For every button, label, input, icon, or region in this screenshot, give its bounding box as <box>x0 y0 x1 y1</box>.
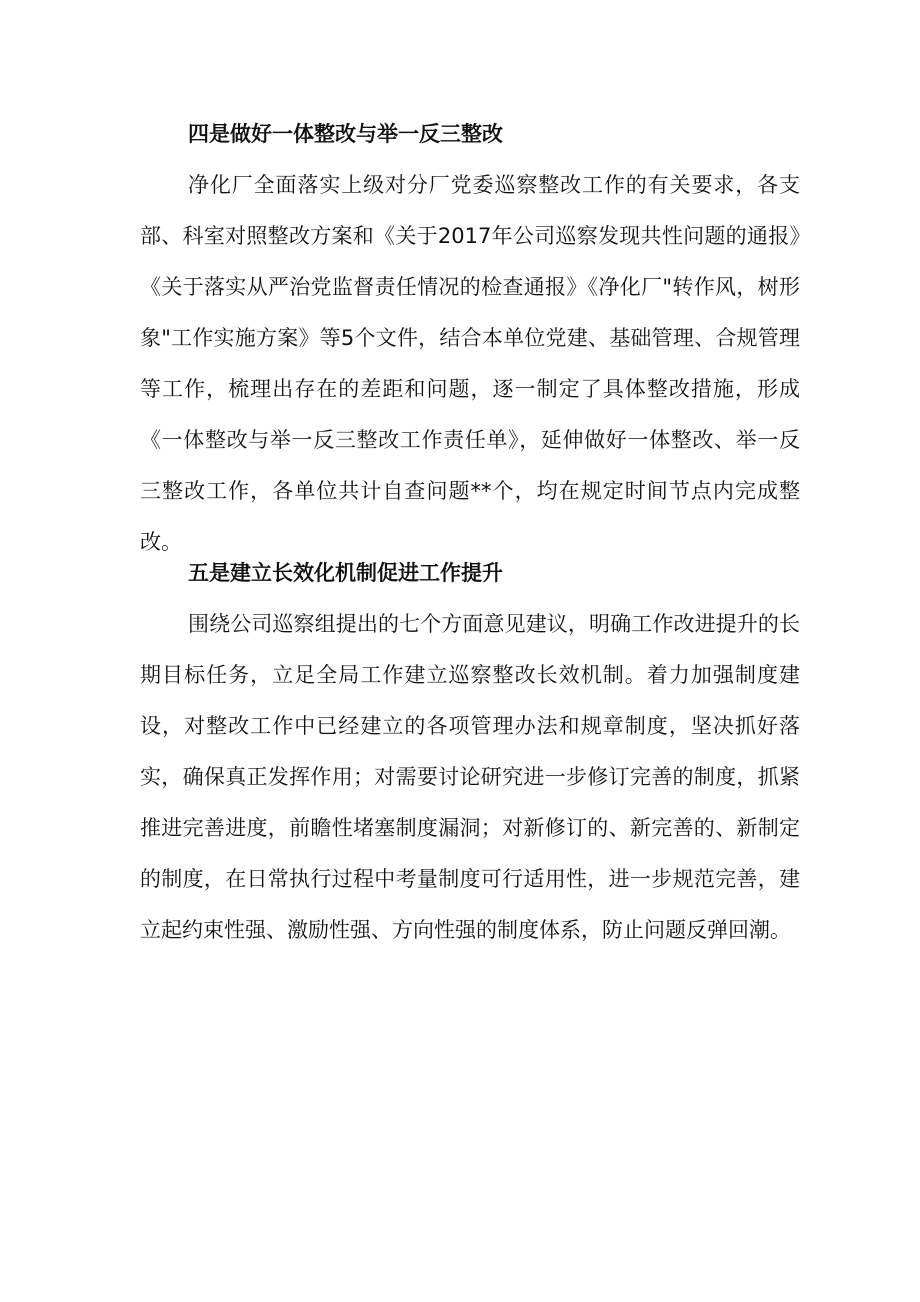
section-heading: 五是建立长效化机制促进工作提升 <box>188 561 503 585</box>
section-paragraph: 围绕公司巡察组提出的七个方面意见建议，明确工作改进提升的长期目标任务，立足全局工作建立巡察整改长效机制。着力加强制度建设，对整改工作中已经建立的各项管理办法和规章制度，坚决抓好落实，确保真正发挥作用；对需要讨论研究进一步修订完善的制度，抓紧推进完善进度，前瞻性堵塞制度漏洞；对新修订的、新完善的、新制定的制度，在日常执行过程中考量制度可行适用性，进一步规范完善，建立起约束性强、激励性强、方向性强的制度体系，防止问题反弹回潮。 <box>140 612 800 942</box>
section-paragraph: 净化厂全面落实上级对分厂党委巡察整改工作的有关要求，各支部、科室对照整改方案和《关于2017年公司巡察发现共性问题的通报》《关于落实从严治党监督责任情况的检查通报》《净化厂"转作风，树形象"工作实施方案》等5个文件，结合本单位党建、基础管理、合规管理等工作，梳理出存在的差距和问题，逐一制定了具体整改措施，形成《一体整改与举一反三整改工作责任单》，延伸做好一体整改、举一反三整改工作，各单位共计自查问题**个，均在规定时间节点内完成整改。 <box>140 173 800 554</box>
section-four <box>140 108 800 568</box>
section-five <box>140 547 800 956</box>
section-heading: 四是做好一体整改与举一反三整改 <box>188 122 503 146</box>
